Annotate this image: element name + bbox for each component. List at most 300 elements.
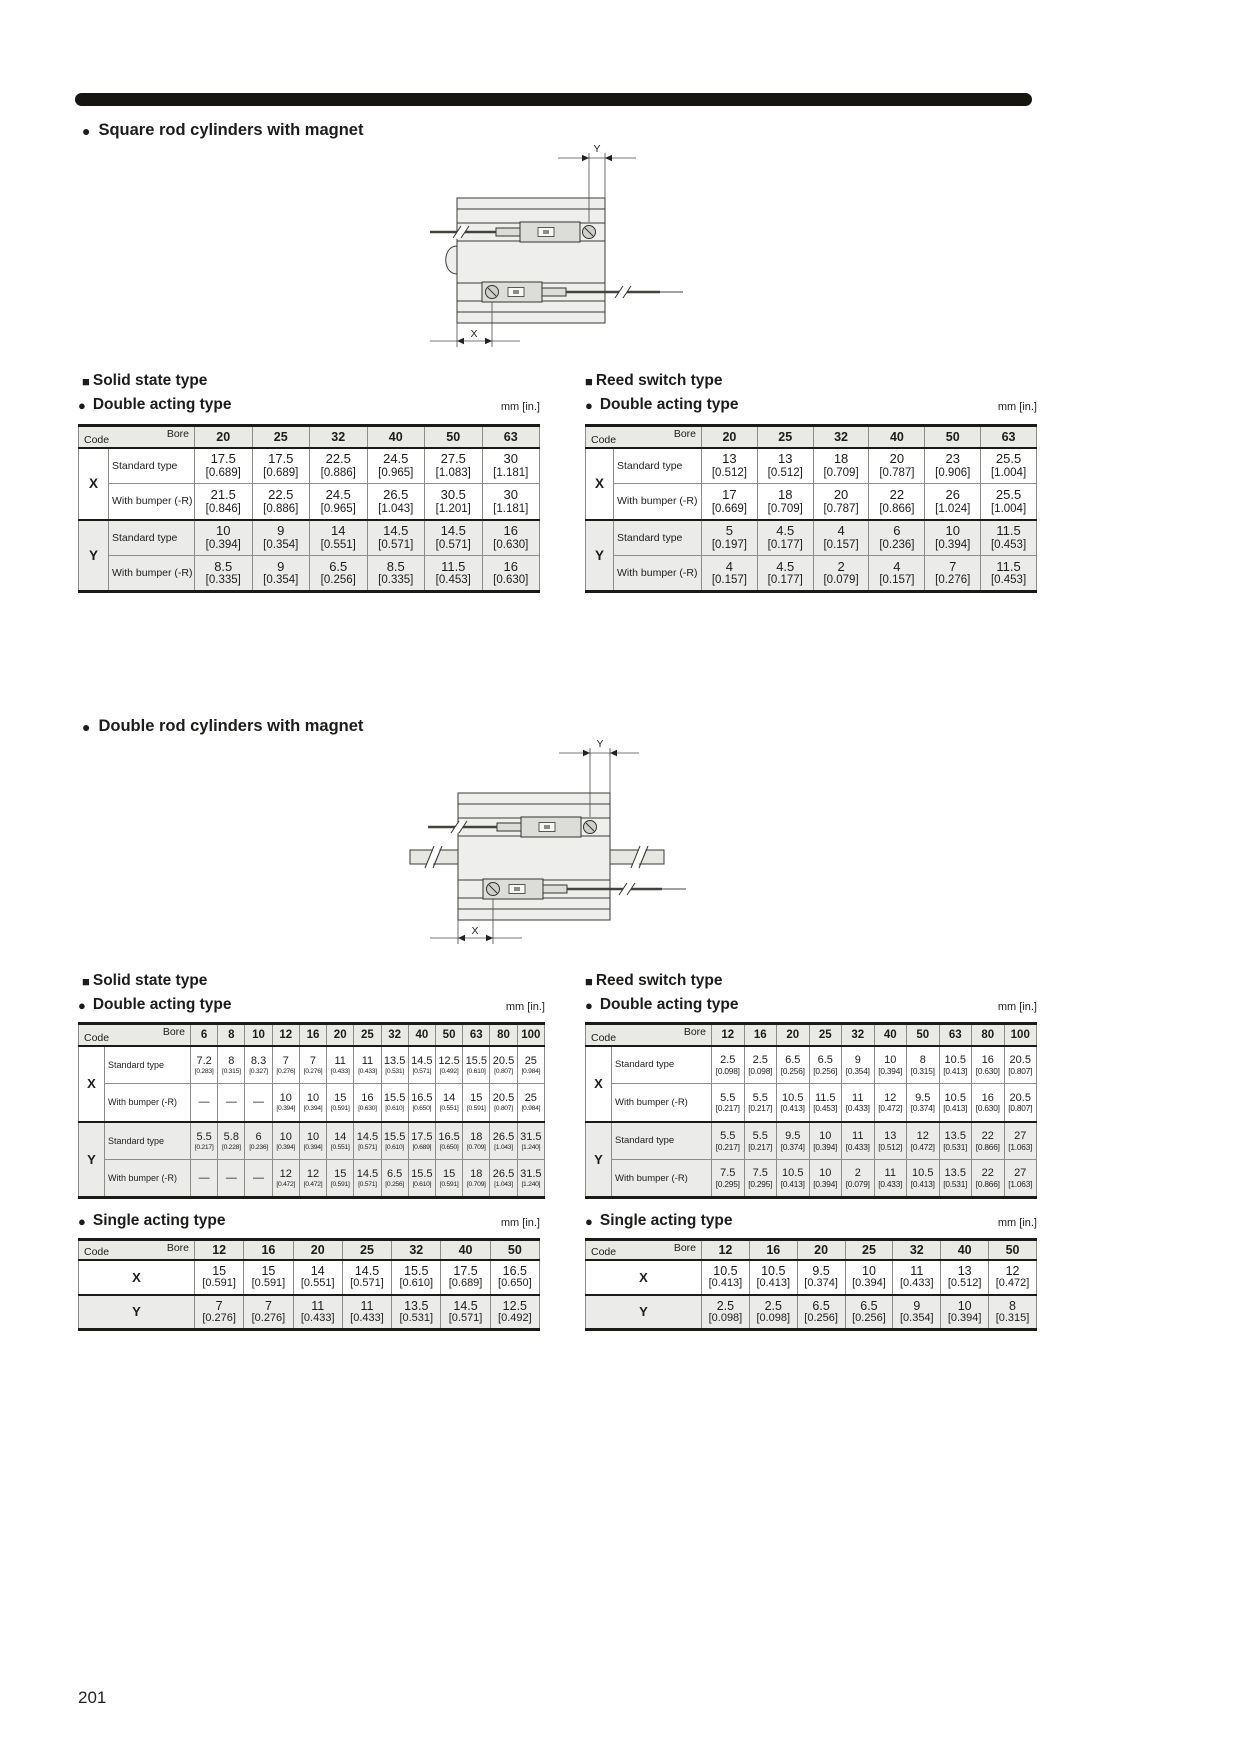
inch-value: [0.413]	[780, 1178, 805, 1189]
inch-value: [0.689]	[448, 1277, 483, 1290]
inch-value: [0.433]	[300, 1312, 335, 1325]
value-cell	[1004, 1160, 1037, 1198]
dim-y-label: Y	[593, 143, 601, 155]
value-cell	[981, 448, 1037, 484]
mm-value: 14	[442, 1092, 456, 1105]
bore-code-corner	[586, 1240, 702, 1260]
acting-heading-row	[585, 1212, 1037, 1230]
inch-value: [0.689]	[263, 467, 299, 480]
bore-code-corner	[79, 1024, 191, 1046]
value-cell	[354, 1046, 381, 1084]
bore-header: 12	[702, 1240, 750, 1260]
value-cell	[712, 1046, 745, 1084]
value-cell	[809, 1122, 842, 1160]
corner-bore-label: Bore	[683, 1026, 706, 1038]
value-cell	[435, 1160, 462, 1198]
inch-value: [0.335]	[378, 574, 414, 587]
inch-value: [0.217]	[715, 1103, 740, 1114]
top-divider-bar	[75, 93, 1032, 106]
value-cell	[245, 1084, 272, 1122]
row-type-label: Standard type	[109, 448, 195, 484]
value-cell	[813, 484, 869, 520]
mm-value: 6.5	[386, 1168, 403, 1181]
corner-bore-label: Bore	[162, 1026, 185, 1038]
mm-value: 15.5	[383, 1092, 406, 1105]
inch-value: [0.394]	[813, 1178, 838, 1189]
value-cell	[939, 1084, 972, 1122]
mm-value: 5.5	[720, 1091, 736, 1104]
row-type-label: With bumper (-R)	[109, 484, 195, 520]
value-cell	[245, 1046, 272, 1084]
mm-value: 10	[884, 1054, 897, 1067]
mm-value: 6	[893, 523, 901, 539]
dimension-row	[79, 1160, 545, 1198]
value-cell	[712, 1122, 745, 1160]
row-type-label: Standard type	[612, 1046, 712, 1084]
value-cell	[749, 1295, 797, 1330]
value-cell	[702, 556, 758, 592]
value-cell	[490, 1084, 517, 1122]
inch-value: [1.004]	[990, 467, 1027, 480]
mm-value: 6.5	[329, 558, 348, 574]
dimension-row	[586, 1160, 1037, 1198]
value-cell	[218, 1084, 245, 1122]
square-icon: ■	[585, 373, 593, 389]
mm-value: 4	[837, 523, 845, 539]
mm-value: 12	[1005, 1264, 1020, 1279]
inch-value: [0.512]	[711, 467, 747, 480]
value-cell	[441, 1295, 490, 1330]
mm-value: 25	[524, 1054, 537, 1067]
dimension-row	[586, 520, 1037, 556]
bore-header: 50	[425, 426, 483, 448]
mm-value: 12	[306, 1168, 320, 1181]
acting-heading-row	[585, 996, 1037, 1014]
heading-text: Double acting type	[599, 996, 739, 1013]
mm-value: 25.5	[995, 451, 1022, 467]
value-cell	[367, 448, 425, 484]
mm-value: 16.5	[411, 1092, 433, 1105]
square-reed-double-acting	[585, 424, 1037, 593]
bore-header: 63	[482, 426, 540, 448]
value-cell	[435, 1084, 462, 1122]
mm-value: 16.5	[438, 1130, 460, 1143]
value-cell	[939, 1160, 972, 1198]
bore-header: 10	[245, 1024, 272, 1046]
inch-value: [0.984]	[521, 1105, 541, 1112]
value-cell	[813, 556, 869, 592]
mm-value: 14.5	[354, 1264, 380, 1279]
bullet-icon: ●	[78, 1213, 86, 1229]
mm-value: 15.5	[383, 1130, 406, 1143]
inch-value: [0.433]	[330, 1067, 350, 1075]
inch-value: [1.063]	[1008, 1141, 1033, 1152]
value-cell	[712, 1084, 745, 1122]
mm-value: 20.5	[492, 1092, 515, 1105]
mm-value: 31.5	[520, 1130, 542, 1143]
mm-value: 14.5	[383, 523, 409, 539]
bore-header: 6	[191, 1024, 218, 1046]
value-cell	[842, 1160, 875, 1198]
mm-value: 2.5	[720, 1054, 736, 1067]
inch-value: [0.689]	[412, 1143, 432, 1151]
inch-value: [0.276]	[202, 1312, 236, 1325]
heading-text: Single acting type	[599, 1212, 733, 1229]
value-cell	[907, 1160, 940, 1198]
value-cell	[813, 520, 869, 556]
bore-header: 25	[809, 1024, 842, 1046]
mm-value: 5	[725, 523, 734, 539]
inch-value: [0.472]	[910, 1141, 935, 1152]
bore-header: 25	[252, 426, 310, 448]
value-cell	[907, 1046, 940, 1084]
mm-value: 24.5	[383, 451, 409, 467]
inch-value: [0.610]	[466, 1067, 486, 1075]
inch-value: [0.650]	[439, 1143, 459, 1151]
mm-value: 16	[503, 558, 518, 574]
inch-value: [0.531]	[399, 1312, 434, 1325]
mm-value: 17	[722, 486, 737, 502]
bore-header: 50	[490, 1240, 539, 1260]
corner-code-label: Code	[84, 433, 110, 446]
units-label: mm [in.]	[500, 401, 540, 413]
mm-value: 7	[282, 1054, 289, 1067]
mm-value: 13	[722, 451, 737, 467]
value-cell	[809, 1046, 842, 1084]
inch-value: [1.024]	[935, 502, 971, 515]
inch-value: [0.787]	[879, 467, 915, 480]
value-cell	[272, 1122, 299, 1160]
bore-header: 100	[517, 1024, 544, 1046]
value-cell	[517, 1046, 544, 1084]
value-cell	[381, 1122, 408, 1160]
acting-heading-row	[585, 396, 1037, 414]
value-cell	[490, 1122, 517, 1160]
value-cell	[299, 1046, 326, 1084]
acting-heading-row	[78, 396, 540, 414]
value-cell	[972, 1160, 1005, 1198]
inch-value: [0.906]	[935, 467, 971, 480]
mm-value: 16	[361, 1092, 374, 1105]
inch-value: [0.610]	[385, 1143, 404, 1151]
mm-value: 7.5	[720, 1167, 736, 1180]
mm-value: 14	[331, 523, 346, 539]
square-icon: ■	[82, 373, 90, 389]
mm-value: 26.5	[492, 1168, 515, 1181]
bore-header: 20	[195, 426, 253, 448]
value-cell	[1004, 1046, 1037, 1084]
inch-value: [0.709]	[466, 1180, 486, 1188]
inch-value: [0.630]	[493, 539, 529, 552]
mm-value: 13.5	[404, 1298, 429, 1313]
inch-value: [0.295]	[748, 1178, 773, 1189]
value-cell	[245, 1160, 272, 1198]
bore-header: 32	[893, 1240, 941, 1260]
value-cell	[441, 1260, 490, 1295]
inch-value: [0.098]	[715, 1065, 740, 1076]
mm-value: 22	[981, 1167, 994, 1180]
bore-header: 25	[354, 1024, 381, 1046]
bore-header: 40	[367, 426, 425, 448]
value-cell	[702, 1295, 750, 1330]
value-cell	[252, 484, 310, 520]
row-type-label: With bumper (-R)	[105, 1084, 191, 1122]
dimension-row	[79, 520, 540, 556]
inch-value: [0.394]	[303, 1105, 323, 1112]
mm-value: 6	[255, 1130, 262, 1143]
value-cell	[244, 1295, 293, 1330]
bore-header: 12	[272, 1024, 299, 1046]
value-cell	[490, 1295, 539, 1330]
mm-value: 11.5	[996, 523, 1021, 539]
value-cell	[842, 1122, 875, 1160]
value-cell	[939, 1122, 972, 1160]
corner-bore-label: Bore	[166, 428, 189, 440]
inch-value: [0.551]	[439, 1105, 459, 1112]
inch-value: [0.433]	[845, 1103, 870, 1114]
mm-value: 2.5	[716, 1298, 735, 1313]
mm-value: 14.5	[356, 1168, 379, 1181]
dimension-row	[79, 1046, 545, 1084]
bore-header: 20	[797, 1240, 845, 1260]
inch-value: [0.551]	[320, 539, 356, 552]
value-cell	[191, 1122, 218, 1160]
value-cell	[777, 1122, 810, 1160]
bore-header: 40	[869, 426, 925, 448]
value-cell	[310, 520, 368, 556]
bore-header: 25	[342, 1240, 391, 1260]
row-type-label: Standard type	[612, 1122, 712, 1160]
mm-value: 17.5	[268, 451, 294, 467]
mm-value: 14.5	[411, 1054, 433, 1067]
inch-value: [0.413]	[943, 1103, 968, 1114]
inch-value: [0.807]	[1008, 1065, 1033, 1076]
inch-value: [0.256]	[780, 1065, 805, 1076]
inch-value: [0.650]	[412, 1105, 432, 1112]
bore-header: 20	[293, 1240, 342, 1260]
inch-value: [0.571]	[350, 1277, 384, 1290]
dim-y-label: Y	[596, 738, 604, 750]
bore-header: 40	[441, 1240, 490, 1260]
mm-value: 15	[334, 1168, 347, 1181]
inch-value: [0.394]	[878, 1065, 903, 1076]
inch-value: [0.571]	[435, 539, 471, 552]
inch-value: [0.098]	[756, 1312, 791, 1325]
value-cell	[925, 484, 981, 520]
bore-code-corner	[79, 1240, 195, 1260]
mm-value: 22	[981, 1130, 994, 1143]
double-solid-double-acting-grid	[78, 1022, 545, 1199]
inch-value: [0.394]	[276, 1143, 296, 1151]
mm-value: 12	[884, 1091, 897, 1104]
dimension-row	[79, 484, 540, 520]
value-cell	[482, 484, 540, 520]
mm-value: 22.5	[325, 451, 351, 467]
inch-value: [0.571]	[378, 539, 414, 552]
bore-header: 80	[972, 1024, 1005, 1046]
bore-header: 16	[744, 1024, 777, 1046]
mm-value: 6.5	[812, 1298, 830, 1313]
double-rod-cylinder-drawing	[396, 738, 706, 950]
bore-header: 16	[749, 1240, 797, 1260]
inch-value: [0.512]	[878, 1141, 903, 1152]
inch-value: [0.098]	[748, 1065, 773, 1076]
dimension-row	[586, 448, 1037, 484]
value-cell	[744, 1046, 777, 1084]
mm-value: 13.5	[944, 1167, 966, 1180]
inch-value: [0.689]	[205, 467, 241, 480]
units-label: mm [in.]	[500, 1217, 540, 1229]
value-cell	[272, 1046, 299, 1084]
mm-value: 22.5	[268, 486, 294, 502]
value-cell	[869, 556, 925, 592]
inch-value: [0.295]	[715, 1178, 740, 1189]
bullet-icon: ●	[78, 397, 86, 413]
mm-value: 15	[334, 1092, 347, 1105]
acting-heading-row	[78, 996, 545, 1014]
inch-value: [0.787]	[823, 502, 859, 515]
inch-value: [0.315]	[221, 1067, 241, 1075]
inch-value: [0.512]	[767, 467, 803, 480]
mm-value: 8.3	[250, 1054, 267, 1067]
inch-value: [0.354]	[263, 574, 299, 587]
mm-value: 14.5	[453, 1298, 478, 1313]
value-cell	[744, 1122, 777, 1160]
inch-value: [0.197]	[711, 539, 747, 552]
bore-code-corner	[79, 426, 195, 448]
value-cell	[195, 556, 253, 592]
square-icon: ■	[82, 973, 90, 989]
inch-value: [0.591]	[439, 1180, 459, 1188]
value-cell	[845, 1295, 893, 1330]
inch-value: [0.630]	[493, 574, 529, 587]
inch-value: [0.256]	[320, 574, 356, 587]
mm-value: 9.5	[812, 1264, 830, 1279]
inch-value: [0.335]	[205, 574, 241, 587]
inch-value: [0.256]	[852, 1312, 886, 1325]
value-cell	[482, 448, 540, 484]
mm-value: —	[198, 1171, 210, 1184]
bore-header: 63	[939, 1024, 972, 1046]
inch-value: [0.531]	[385, 1067, 404, 1075]
mm-value: 26	[945, 486, 960, 502]
mm-value: 25	[524, 1092, 537, 1105]
mm-value: 25.5	[995, 486, 1022, 502]
mm-value: 12.5	[438, 1054, 460, 1067]
value-cell	[354, 1122, 381, 1160]
value-cell	[408, 1160, 435, 1198]
inch-value: [0.228]	[221, 1143, 241, 1151]
bore-header: 32	[392, 1240, 441, 1260]
mm-value: 18	[778, 486, 793, 502]
corner-code-label: Code	[591, 1031, 617, 1044]
mm-value: 17.5	[210, 451, 236, 467]
value-cell	[490, 1046, 517, 1084]
dimension-row	[586, 1122, 1037, 1160]
row-type-label: With bumper (-R)	[614, 556, 702, 592]
inch-value: [0.217]	[748, 1103, 773, 1114]
mm-value: 13.5	[944, 1130, 966, 1143]
inch-value: [0.413]	[910, 1178, 935, 1189]
bore-header: 40	[941, 1240, 989, 1260]
mm-value: 9	[277, 558, 285, 574]
mm-value: 14.5	[440, 523, 466, 539]
mm-value: 10	[306, 1092, 320, 1105]
value-cell	[463, 1046, 490, 1084]
inch-value: [0.453]	[435, 574, 471, 587]
inch-value: [0.236]	[879, 539, 915, 552]
value-cell	[425, 448, 483, 484]
inch-value: [0.512]	[947, 1277, 982, 1290]
bore-header: 12	[195, 1240, 244, 1260]
code-cell: Y	[586, 1295, 702, 1330]
mm-value: 7	[264, 1298, 272, 1313]
inch-value: [0.177]	[767, 539, 803, 552]
mm-value: 11	[311, 1298, 325, 1313]
row-type-label: Standard type	[105, 1122, 191, 1160]
mm-value: —	[253, 1171, 265, 1184]
inch-value: [0.217]	[715, 1141, 740, 1152]
mm-value: 7	[215, 1298, 223, 1313]
inch-value: [0.394]	[852, 1277, 886, 1290]
double-reed-double-acting	[585, 1022, 1037, 1199]
mm-value: 5.5	[752, 1091, 768, 1104]
inch-value: [1.181]	[493, 502, 529, 515]
inch-value: [0.453]	[990, 574, 1027, 587]
inch-value: [0.413]	[780, 1103, 805, 1114]
square-solid-double-acting-grid	[78, 424, 540, 593]
inch-value: [0.433]	[845, 1141, 870, 1152]
inch-value: [0.571]	[448, 1312, 483, 1325]
value-cell	[293, 1295, 342, 1330]
value-cell	[252, 520, 310, 556]
mm-value: 20	[889, 451, 905, 467]
mm-value: 10	[945, 523, 960, 539]
single-reed-single-acting-grid	[585, 1238, 1037, 1331]
mm-value: 12.5	[502, 1298, 528, 1313]
mm-value: 11	[910, 1264, 924, 1279]
bore-header: 32	[381, 1024, 408, 1046]
value-cell	[702, 484, 758, 520]
value-cell	[299, 1122, 326, 1160]
inch-value: [0.610]	[385, 1105, 404, 1112]
value-cell	[941, 1295, 989, 1330]
value-cell	[425, 520, 483, 556]
bullet-icon: ●	[585, 997, 593, 1013]
mm-value: 5.5	[752, 1130, 768, 1143]
mm-value: 10	[279, 1092, 292, 1105]
mm-value: 13	[778, 451, 793, 467]
value-cell	[777, 1160, 810, 1198]
mm-value: 10	[957, 1298, 972, 1313]
inch-value: [0.669]	[711, 502, 747, 515]
inch-value: [0.256]	[385, 1180, 404, 1188]
value-cell	[463, 1122, 490, 1160]
inch-value: [1.083]	[435, 467, 471, 480]
value-cell	[482, 520, 540, 556]
mm-value: 15	[261, 1264, 276, 1279]
inch-value: [0.079]	[845, 1178, 870, 1189]
value-cell	[749, 1260, 797, 1295]
corner-code-label: Code	[84, 1245, 110, 1258]
mm-value: 2.5	[764, 1298, 782, 1313]
inch-value: [0.886]	[320, 467, 356, 480]
mm-value: 4	[725, 558, 734, 574]
square-reed-double-acting-grid	[585, 424, 1037, 593]
value-cell	[517, 1160, 544, 1198]
inch-value: [0.413]	[943, 1065, 968, 1076]
inch-value: [0.413]	[756, 1277, 791, 1290]
